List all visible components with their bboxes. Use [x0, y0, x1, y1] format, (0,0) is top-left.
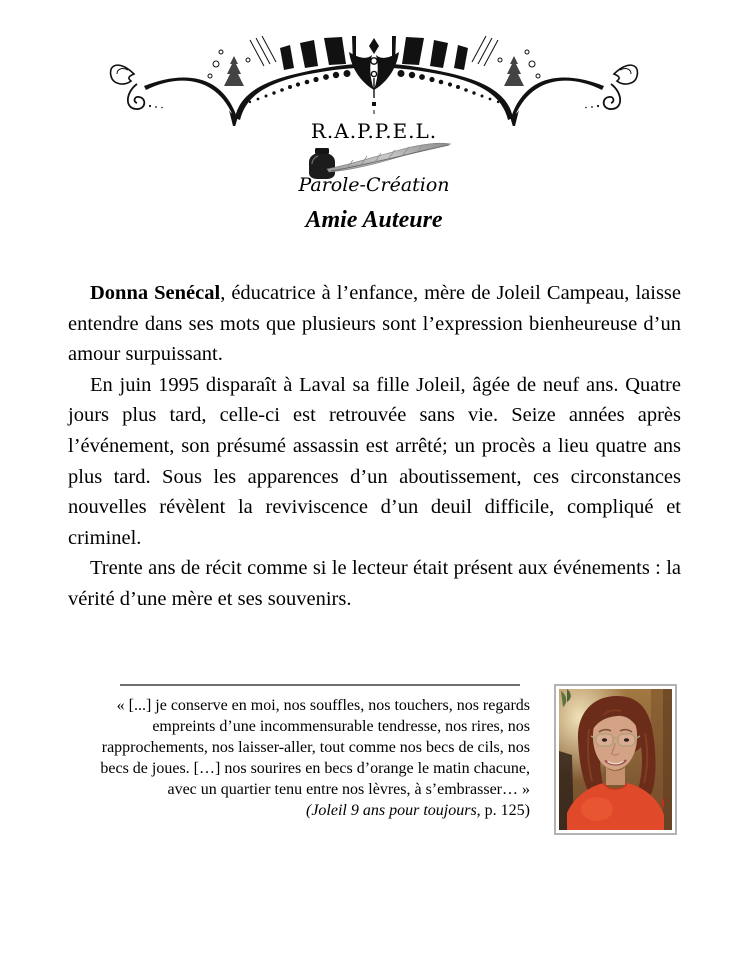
body-paragraph [68, 278, 681, 370]
paragraph-text: , éducatrice à l’enfance, mère de Joleil Campeau, laisse entendre dans ses mots que plusieurs sont l’expression bienheureuse d’un amour surpuissant. [68, 282, 682, 366]
center-fleur-icon [349, 38, 399, 114]
quote-line: becs de joues. […] nos sourires en becs d’orange le matin chacune, [100, 760, 530, 777]
paragraph-text: En juin 1995 disparaît à Laval sa fille Joleil, âgée de neuf ans. Quatre jours plus tard, celle-ci est retrouvée sans vie. Seize années après l’événement, son présumé assassin est arrêté; un procès a lieu quatre ans plus tard. Sous les apparences d’un aboutissement, ces circonstances nouvelles révèlent la reviviscence d’un deuil difficile, compliqué et criminel. [68, 373, 681, 549]
quote-line: empreints d’une incommensurable tendresse, nos rires, nos [152, 718, 530, 735]
body-copy [68, 278, 681, 615]
author-role-title: Amie Auteure [305, 207, 443, 233]
author-name: Donna Senécal [90, 282, 221, 304]
quote-text [92, 695, 530, 821]
quote-divider-top [120, 684, 520, 686]
org-name: R.A.P.P.E.L. [310, 119, 438, 143]
page-reference: , p. 125) [476, 802, 530, 819]
quote-citation [92, 800, 530, 821]
quote-line: « [...] je conserve en moi, nos souffles, nos touchers, nos regards [116, 697, 530, 714]
body-paragraph [68, 370, 681, 554]
paragraph-text: Trente ans de récit comme si le lecteur était présent aux événements : la vérité d’une mère et ses souvenirs. [68, 557, 681, 610]
quote-block [92, 684, 534, 821]
footer-section [92, 684, 677, 835]
book-title: (Joleil 9 ans pour toujours [306, 802, 477, 819]
body-paragraph [68, 553, 681, 614]
decorative-flourish-icon [104, 34, 644, 126]
quote-line: avec un quartier tenu entre nos lèvres, à s’embrasser… » [167, 781, 530, 798]
quote-line: rapprochements, nos laisser-aller, tout comme nos becs de cils, nos [101, 739, 530, 756]
author-photo [554, 684, 677, 835]
org-subtitle: Parole-Création [298, 174, 450, 196]
